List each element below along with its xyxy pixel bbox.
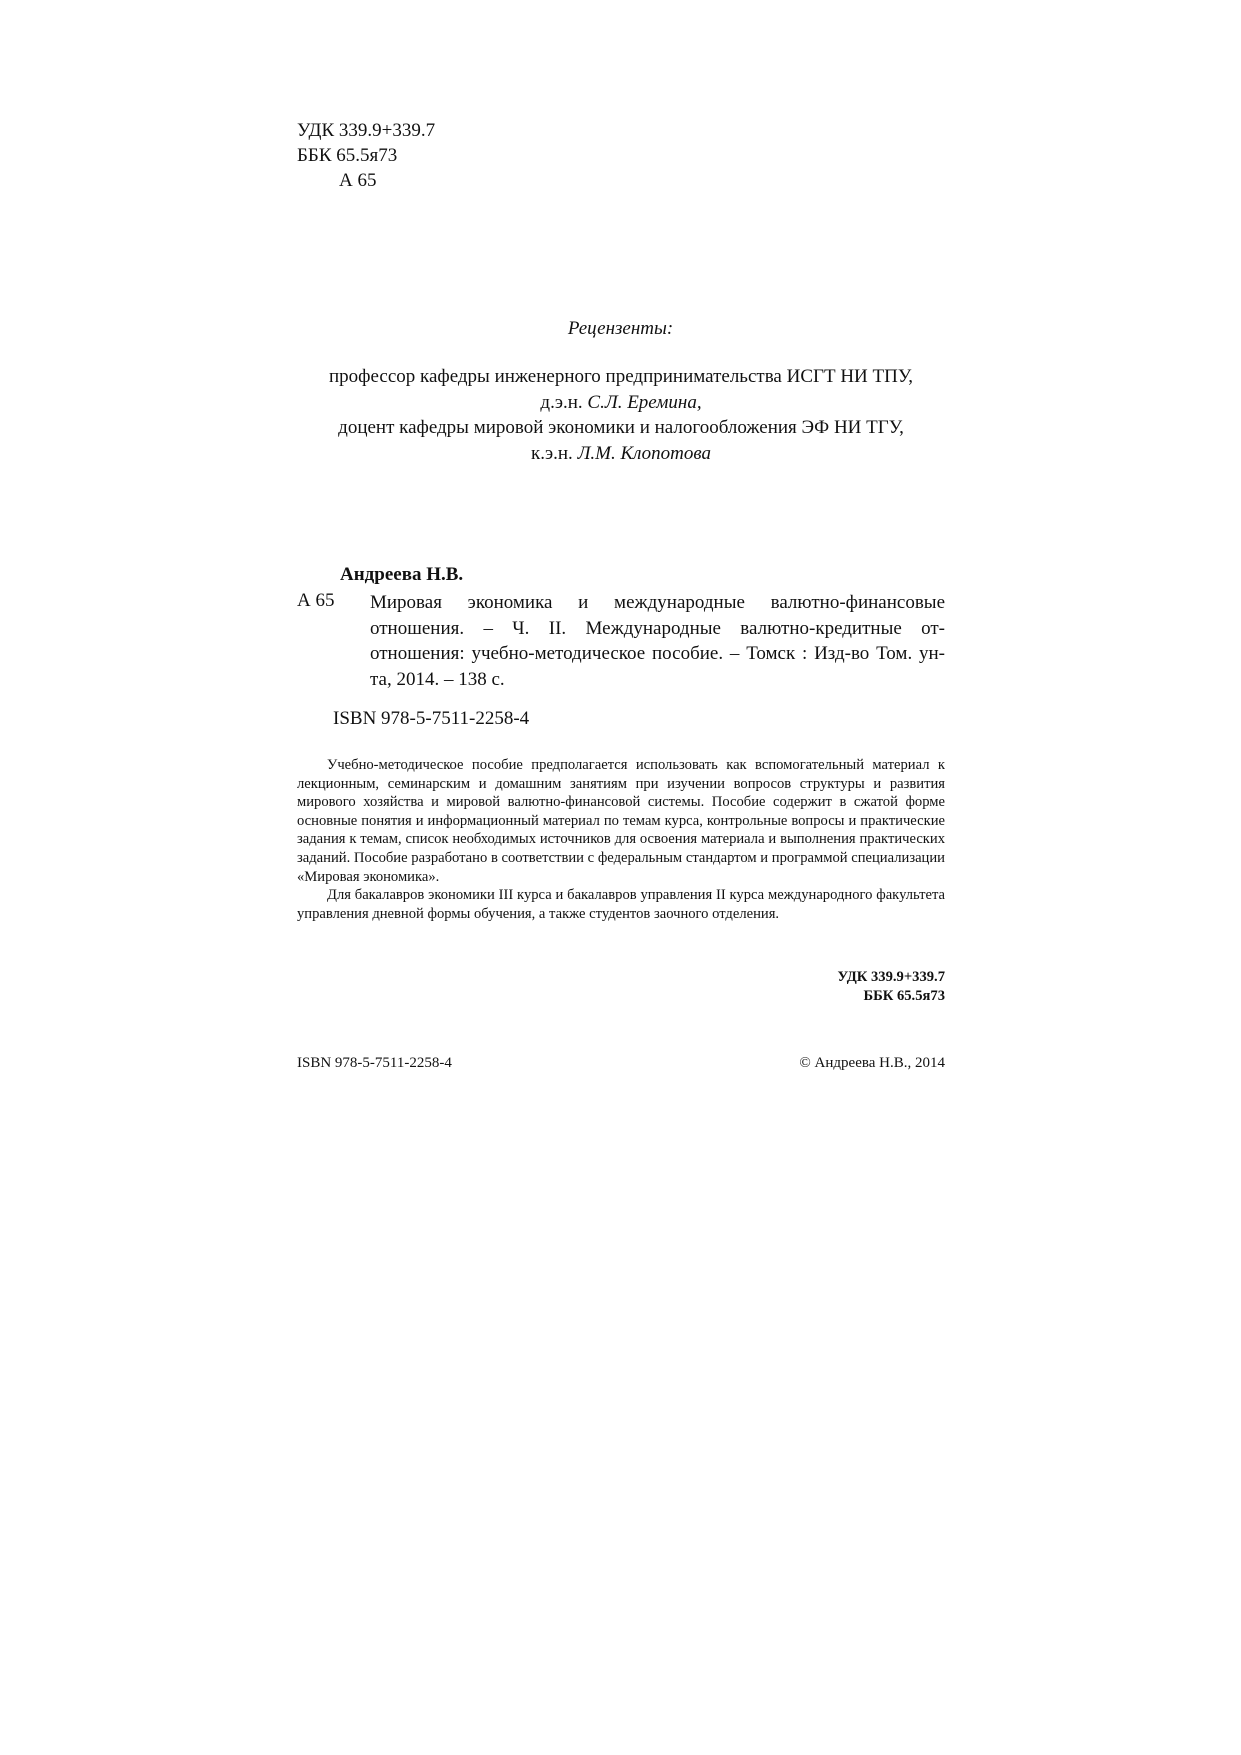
abstract-paragraph-2: Для бакалавров экономики III курса и бакалавров управления II курса международного факультета управления дневной формы обучения, а также студентов заочного отделения. [297,887,945,922]
author-mark: А 65 [339,170,377,191]
catalog-entry: Мировая экономика и международные валютно-финансовые отношения. – Ч. II. Международные валютно-кредитные от-отношения: учебно-методическое пособие. – Томск : Изд-во Том. ун-та, 2014. – 138 с. [370,592,945,690]
reviewer-1-position: профессор кафедры инженерного предпринимательства ИСГТ НИ ТПУ, [329,366,913,387]
udk-code-bold: УДК 339.9+339.7 [837,969,945,985]
reviewer-2-position: доцент кафедры мировой экономики и налогообложения ЭФ НИ ТГУ, [338,417,904,438]
reviewers-title: Рецензенты: [567,318,674,339]
footer-copyright: © Андреева Н.В., 2014 [799,1055,945,1071]
classification-codes-bold [297,968,945,1006]
bbk-code: ББК 65.5я73 [297,145,398,166]
abstract [297,756,945,923]
footer-isbn: ISBN 978-5-7511-2258-4 [297,1055,452,1071]
bbk-code-bold: ББК 65.5я73 [863,988,945,1004]
reviewers-list [297,364,945,466]
reviewer-2-degree: к.э.н. [531,442,573,464]
abstract-paragraph-1: Учебно-методическое пособие предполагается использовать как вспомогательный материал к лекционным, семинарским и домашним занятиям при изучении вопросов структуры и развития мирового хозяйства и мировой валютно-финансовой системы. Пособие содержит в сжатой форме основные понятия и информационный материал по темам курса, контрольные вопросы и практические задания к темам, список необходимых источников для освоения материала и выполнения практических заданий. Пособие разработано в соответствии с федеральным стандартом и программой специализации «Мировая экономика». [297,757,945,885]
reviewer-2-name: Л.М. Клопотова [577,442,711,464]
reviewer-2 [297,441,945,467]
reviewer-1-degree: д.э.н. [540,391,583,413]
catalog-author: Андреева Н.В. [340,564,464,585]
catalog-code: А 65 [297,590,335,611]
catalog-isbn: ISBN 978-5-7511-2258-4 [333,708,530,729]
classification-codes [297,118,435,193]
reviewer-1 [297,390,945,416]
reviewer-1-name: С.Л. Еремина, [587,391,702,413]
udk-code: УДК 339.9+339.7 [297,120,436,141]
